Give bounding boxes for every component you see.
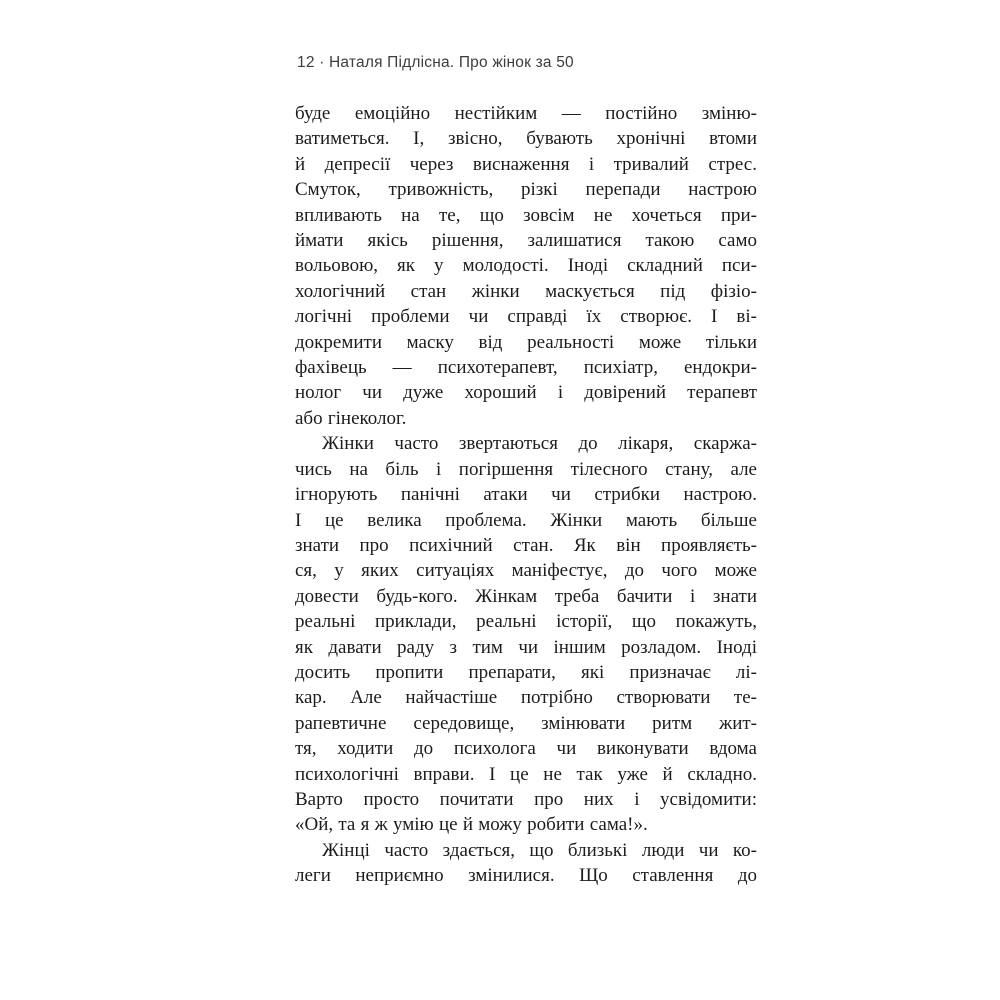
text-column [295,101,757,889]
text-line: Варто просто почитати про них і усвідомити: [295,788,757,810]
paragraph [295,431,757,838]
text-line: впливають на те, що зовсім не хочеться при- [295,204,757,226]
text-line: ймати якісь рішення, залишатися такою само [295,230,757,252]
text-line: фахівець — психотерапевт, психіатр, ендокри- [295,357,757,379]
text-line: буде емоційно нестійким — постійно зміню- [295,103,757,124]
text-line: ігнорують панічні атаки чи стрибки настрою. [295,484,757,506]
text-line: чись на біль і погіршення тілесного стану, але [295,458,757,480]
text-line: як давати раду з тим чи іншим розладом. Іноді [295,636,757,658]
running-header: 12 · Наталя Підлісна. Про жінок за 50 [297,54,574,71]
text-line: Смуток, тривожність, різкі перепади настрою [295,179,757,201]
text-line: нолог чи дуже хороший і довірений терапевт [295,382,757,404]
paragraph [295,838,757,889]
text-line: або гінеколог. [295,407,407,429]
paragraph [295,101,757,431]
text-line: знати про психічний стан. Як він проявляєть- [295,534,757,556]
text-line: кар. Але найчастіше потрібно створювати те- [295,687,757,709]
text-line: реальні приклади, реальні історії, що покажуть, [295,611,757,633]
text-line: Жінки часто звертаються до лікаря, скаржа- [322,433,757,455]
text-line: «Ой, та я ж умію це й можу робити сама!». [295,814,648,836]
text-line: докремити маску від реальності може тільки [295,331,757,353]
text-line: вольовою, як у молодості. Іноді складний пси- [295,255,757,277]
text-line: й депресії через виснаження і тривалий стрес. [295,153,757,175]
text-line: Жінці часто здається, що близькі люди чи ко- [322,839,757,861]
text-line: рапевтичне середовище, змінювати ритм жит- [295,712,757,734]
text-line: хологічний стан жінки маскується під фізіо- [295,280,757,302]
text-line: довести будь-кого. Жінкам треба бачити і знати [295,585,757,607]
text-line: ватиметься. І, звісно, бувають хронічні втоми [295,128,757,150]
text-line: леги неприємно змінилися. Що ставлення до [295,865,757,887]
text-line: тя, ходити до психолога чи виконувати вдома [295,738,757,760]
text-line: ся, у яких ситуаціях маніфестує, до чого може [295,560,757,582]
text-line: досить пропити препарати, які призначає лі- [295,661,757,683]
text-line: І це велика проблема. Жінки мають більше [295,509,757,531]
text-line: психологічні вправи. І це не так уже й складно. [295,763,757,785]
text-line: логічні проблеми чи справді їх створює. І ві- [295,306,757,328]
